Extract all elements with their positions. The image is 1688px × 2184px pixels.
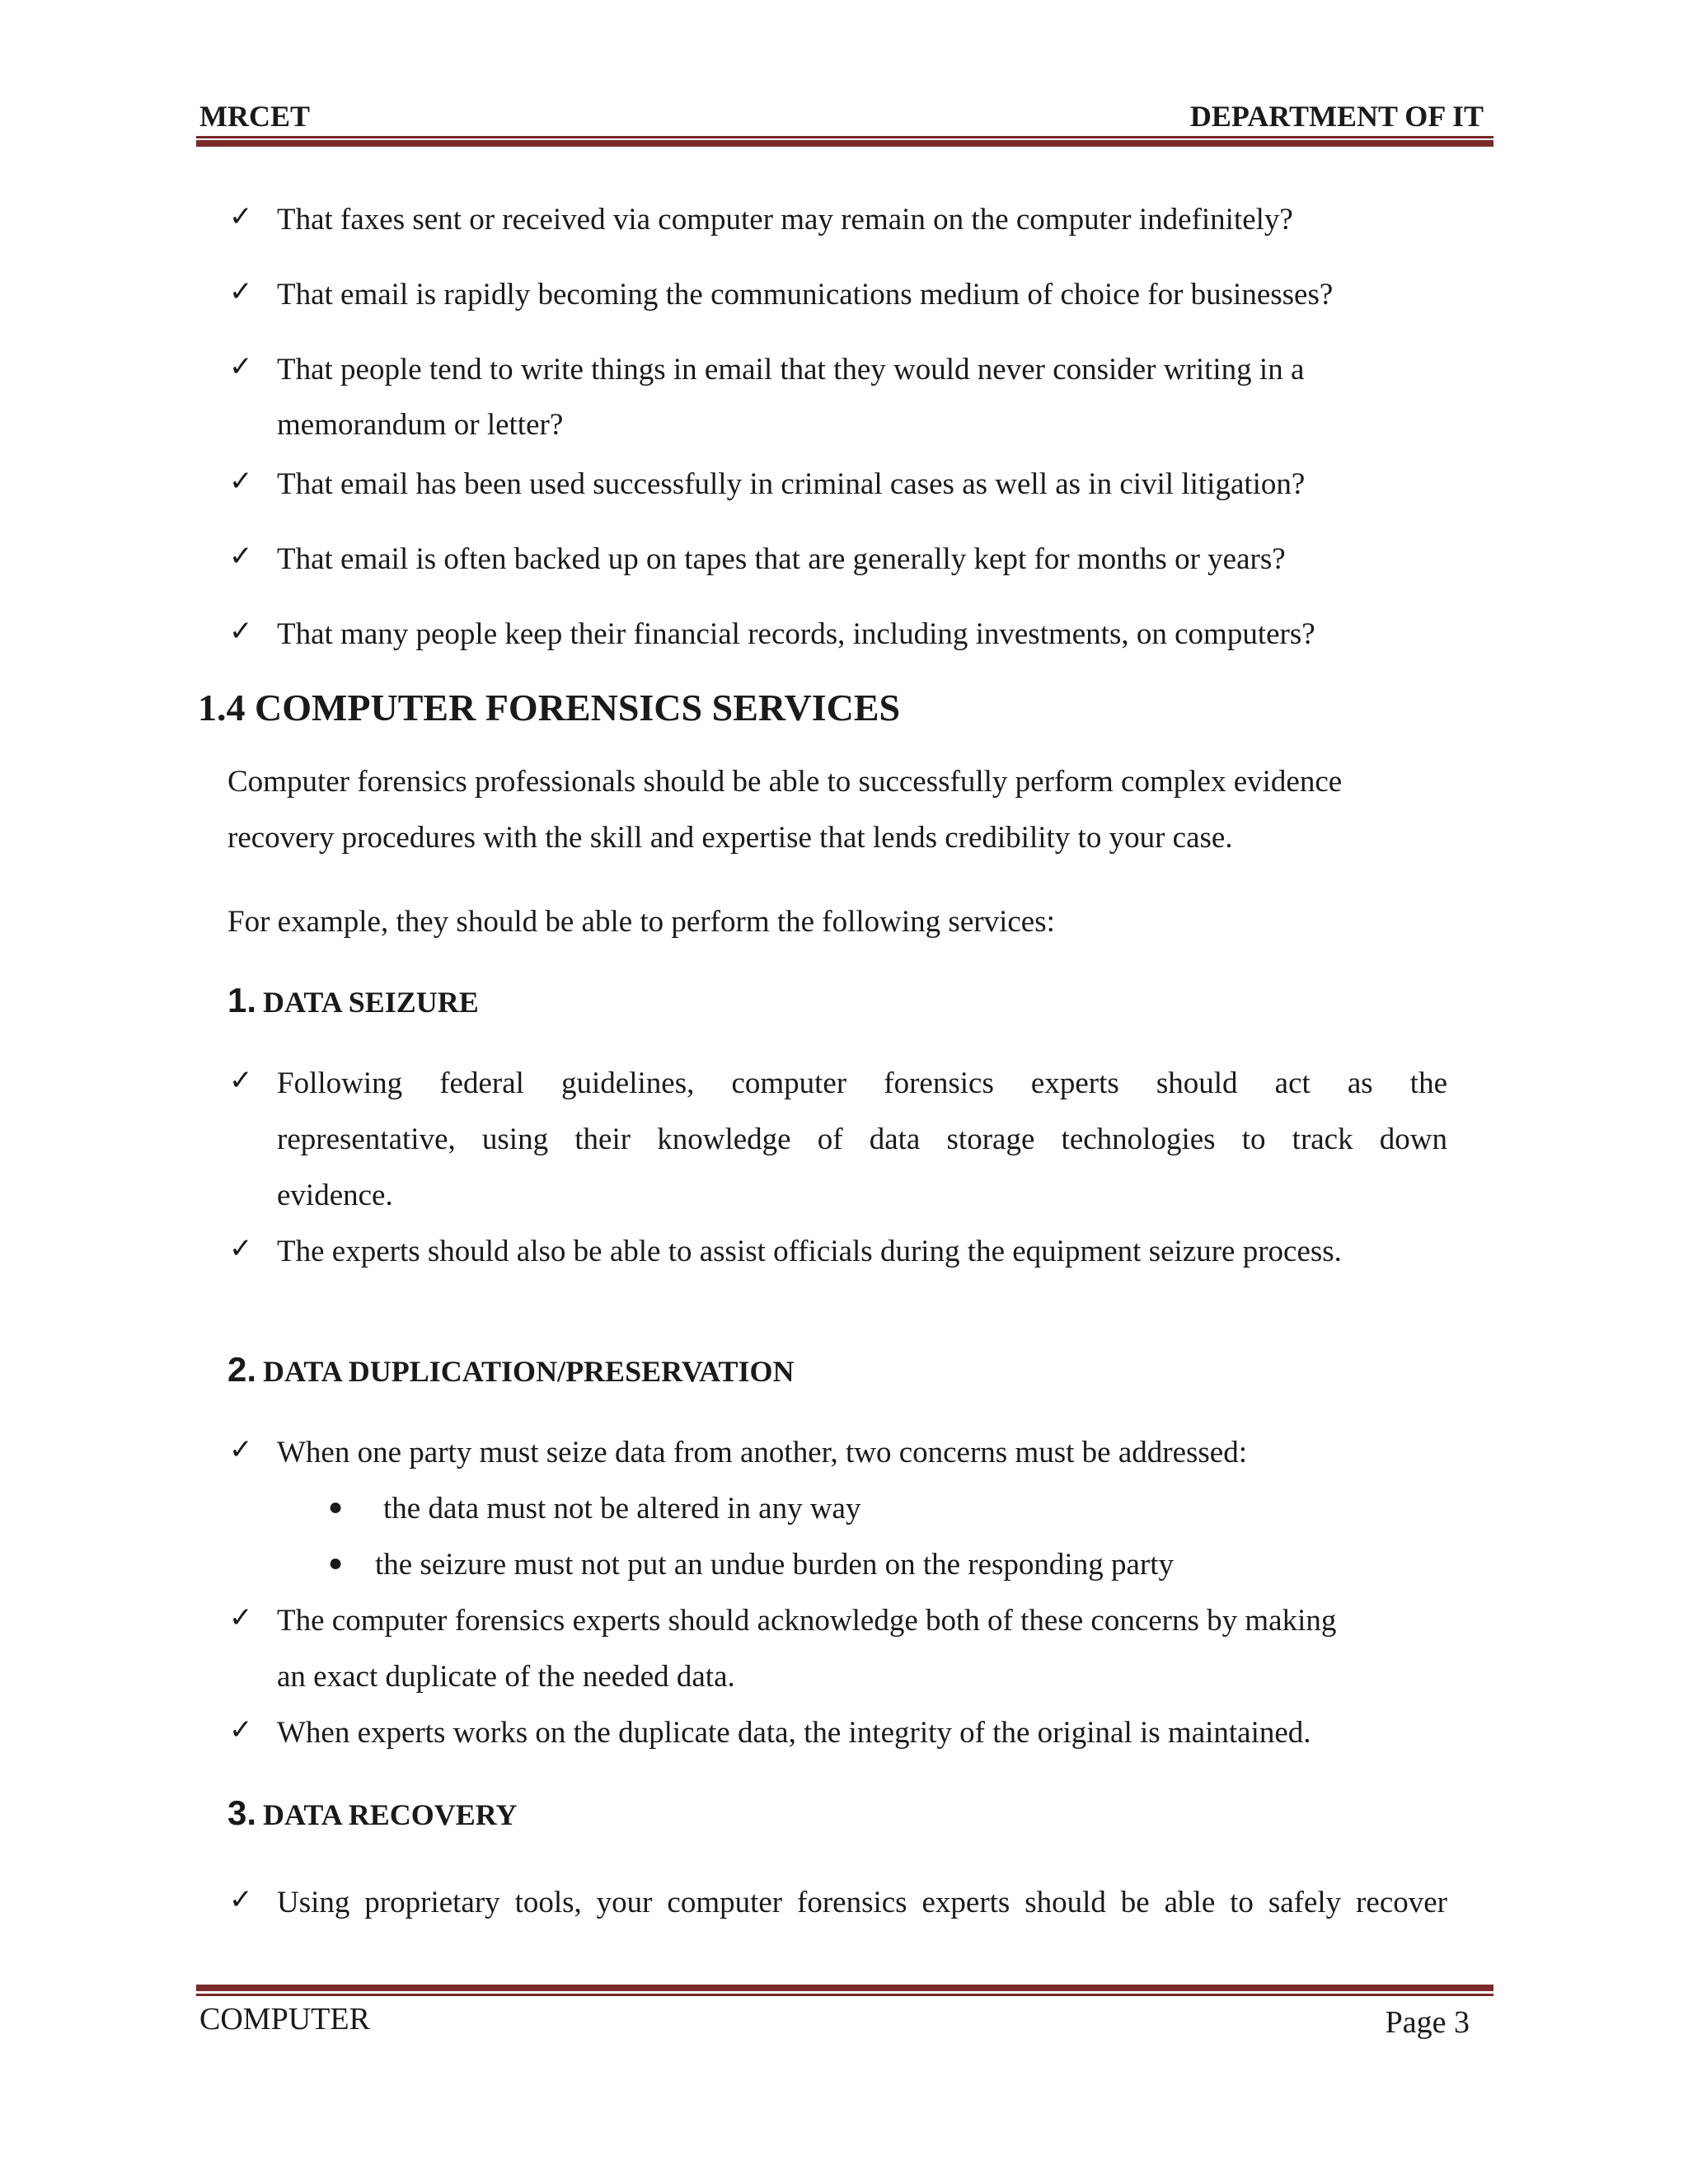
recovery-item: Using proprietary tools, your computer forensics experts should be able to safely recover <box>277 1886 1447 1919</box>
seizure-item-line: representative, using their knowledge of data storage technologies to track down <box>277 1122 1447 1156</box>
check-icon: ✓ <box>229 615 253 648</box>
intro-item: That email has been used successfully in criminal cases as well as in civil litigation? <box>277 467 1306 501</box>
check-icon: ✓ <box>229 1713 253 1746</box>
bullet-icon: ● <box>328 1549 344 1577</box>
check-icon: ✓ <box>229 540 253 573</box>
intro-item: That email is often backed up on tapes that are generally kept for months or years? <box>277 542 1286 576</box>
seizure-item: The experts should also be able to assist officials during the equipment seizure process. <box>277 1235 1342 1268</box>
seizure-item-line: Following federal guidelines, computer forensics experts should act as the <box>277 1066 1447 1100</box>
section-paragraph-line: Computer forensics professionals should be able to successfully perform complex evidence <box>227 765 1343 799</box>
intro-item-continuation: memorandum or letter? <box>277 408 564 442</box>
subsection-number: 2. <box>227 1350 257 1389</box>
footer-left: COMPUTER <box>199 2002 370 2036</box>
check-icon: ✓ <box>229 1883 253 1916</box>
header-rule-thick <box>196 140 1493 147</box>
subsection-number: 1. <box>227 981 257 1019</box>
duplication-item: When experts works on the duplicate data, the integrity of the original is maintained. <box>277 1716 1311 1750</box>
check-icon: ✓ <box>229 275 253 308</box>
check-icon: ✓ <box>229 1064 253 1097</box>
header-right: DEPARTMENT OF IT <box>1189 100 1484 133</box>
subsection-title: DATA RECOVERY <box>263 1798 518 1831</box>
check-icon: ✓ <box>229 200 253 233</box>
subsection-heading-data-recovery <box>227 1793 517 1833</box>
duplication-item-line: an exact duplicate of the needed data. <box>277 1660 735 1694</box>
check-icon: ✓ <box>229 465 253 498</box>
header-rule-thin <box>196 136 1493 138</box>
footer-rule-thin <box>196 1994 1493 1996</box>
duplication-item: When one party must seize data from another, two concerns must be addressed: <box>277 1436 1247 1469</box>
subsection-heading-data-duplication <box>227 1350 795 1390</box>
subsection-title: DATA SEIZURE <box>263 986 479 1019</box>
page-number: Page 3 <box>1385 2005 1470 2040</box>
bullet-icon: ● <box>328 1493 344 1521</box>
duplication-item-line: The computer forensics experts should acknowledge both of these concerns by making <box>277 1604 1337 1638</box>
page-header <box>199 99 1484 140</box>
intro-item: That many people keep their financial records, including investments, on computers? <box>277 617 1315 651</box>
section-paragraph: For example, they should be able to perform the following services: <box>227 905 1055 939</box>
section-heading: 1.4 COMPUTER FORENSICS SERVICES <box>198 687 901 729</box>
section-paragraph-line: recovery procedures with the skill and expertise that lends credibility to your case. <box>227 821 1233 855</box>
footer-rule-thick <box>196 1985 1493 1991</box>
check-icon: ✓ <box>229 1232 253 1265</box>
duplication-bullet: the data must not be altered in any way <box>383 1492 861 1526</box>
intro-item: That faxes sent or received via computer may remain on the computer indefinitely? <box>277 203 1293 237</box>
seizure-item-line: evidence. <box>277 1179 393 1212</box>
header-left: MRCET <box>199 100 310 133</box>
subsection-heading-data-seizure <box>227 981 479 1020</box>
check-icon: ✓ <box>229 1601 253 1634</box>
subsection-number: 3. <box>227 1793 257 1832</box>
intro-item: That email is rapidly becoming the communications medium of choice for businesses? <box>277 278 1334 312</box>
check-icon: ✓ <box>229 350 253 383</box>
subsection-title: DATA DUPLICATION/PRESERVATION <box>263 1355 795 1388</box>
intro-item: That people tend to write things in email that they would never consider writing in a <box>277 353 1305 387</box>
check-icon: ✓ <box>229 1433 253 1466</box>
duplication-bullet: the seizure must not put an undue burden on the responding party <box>375 1548 1174 1582</box>
